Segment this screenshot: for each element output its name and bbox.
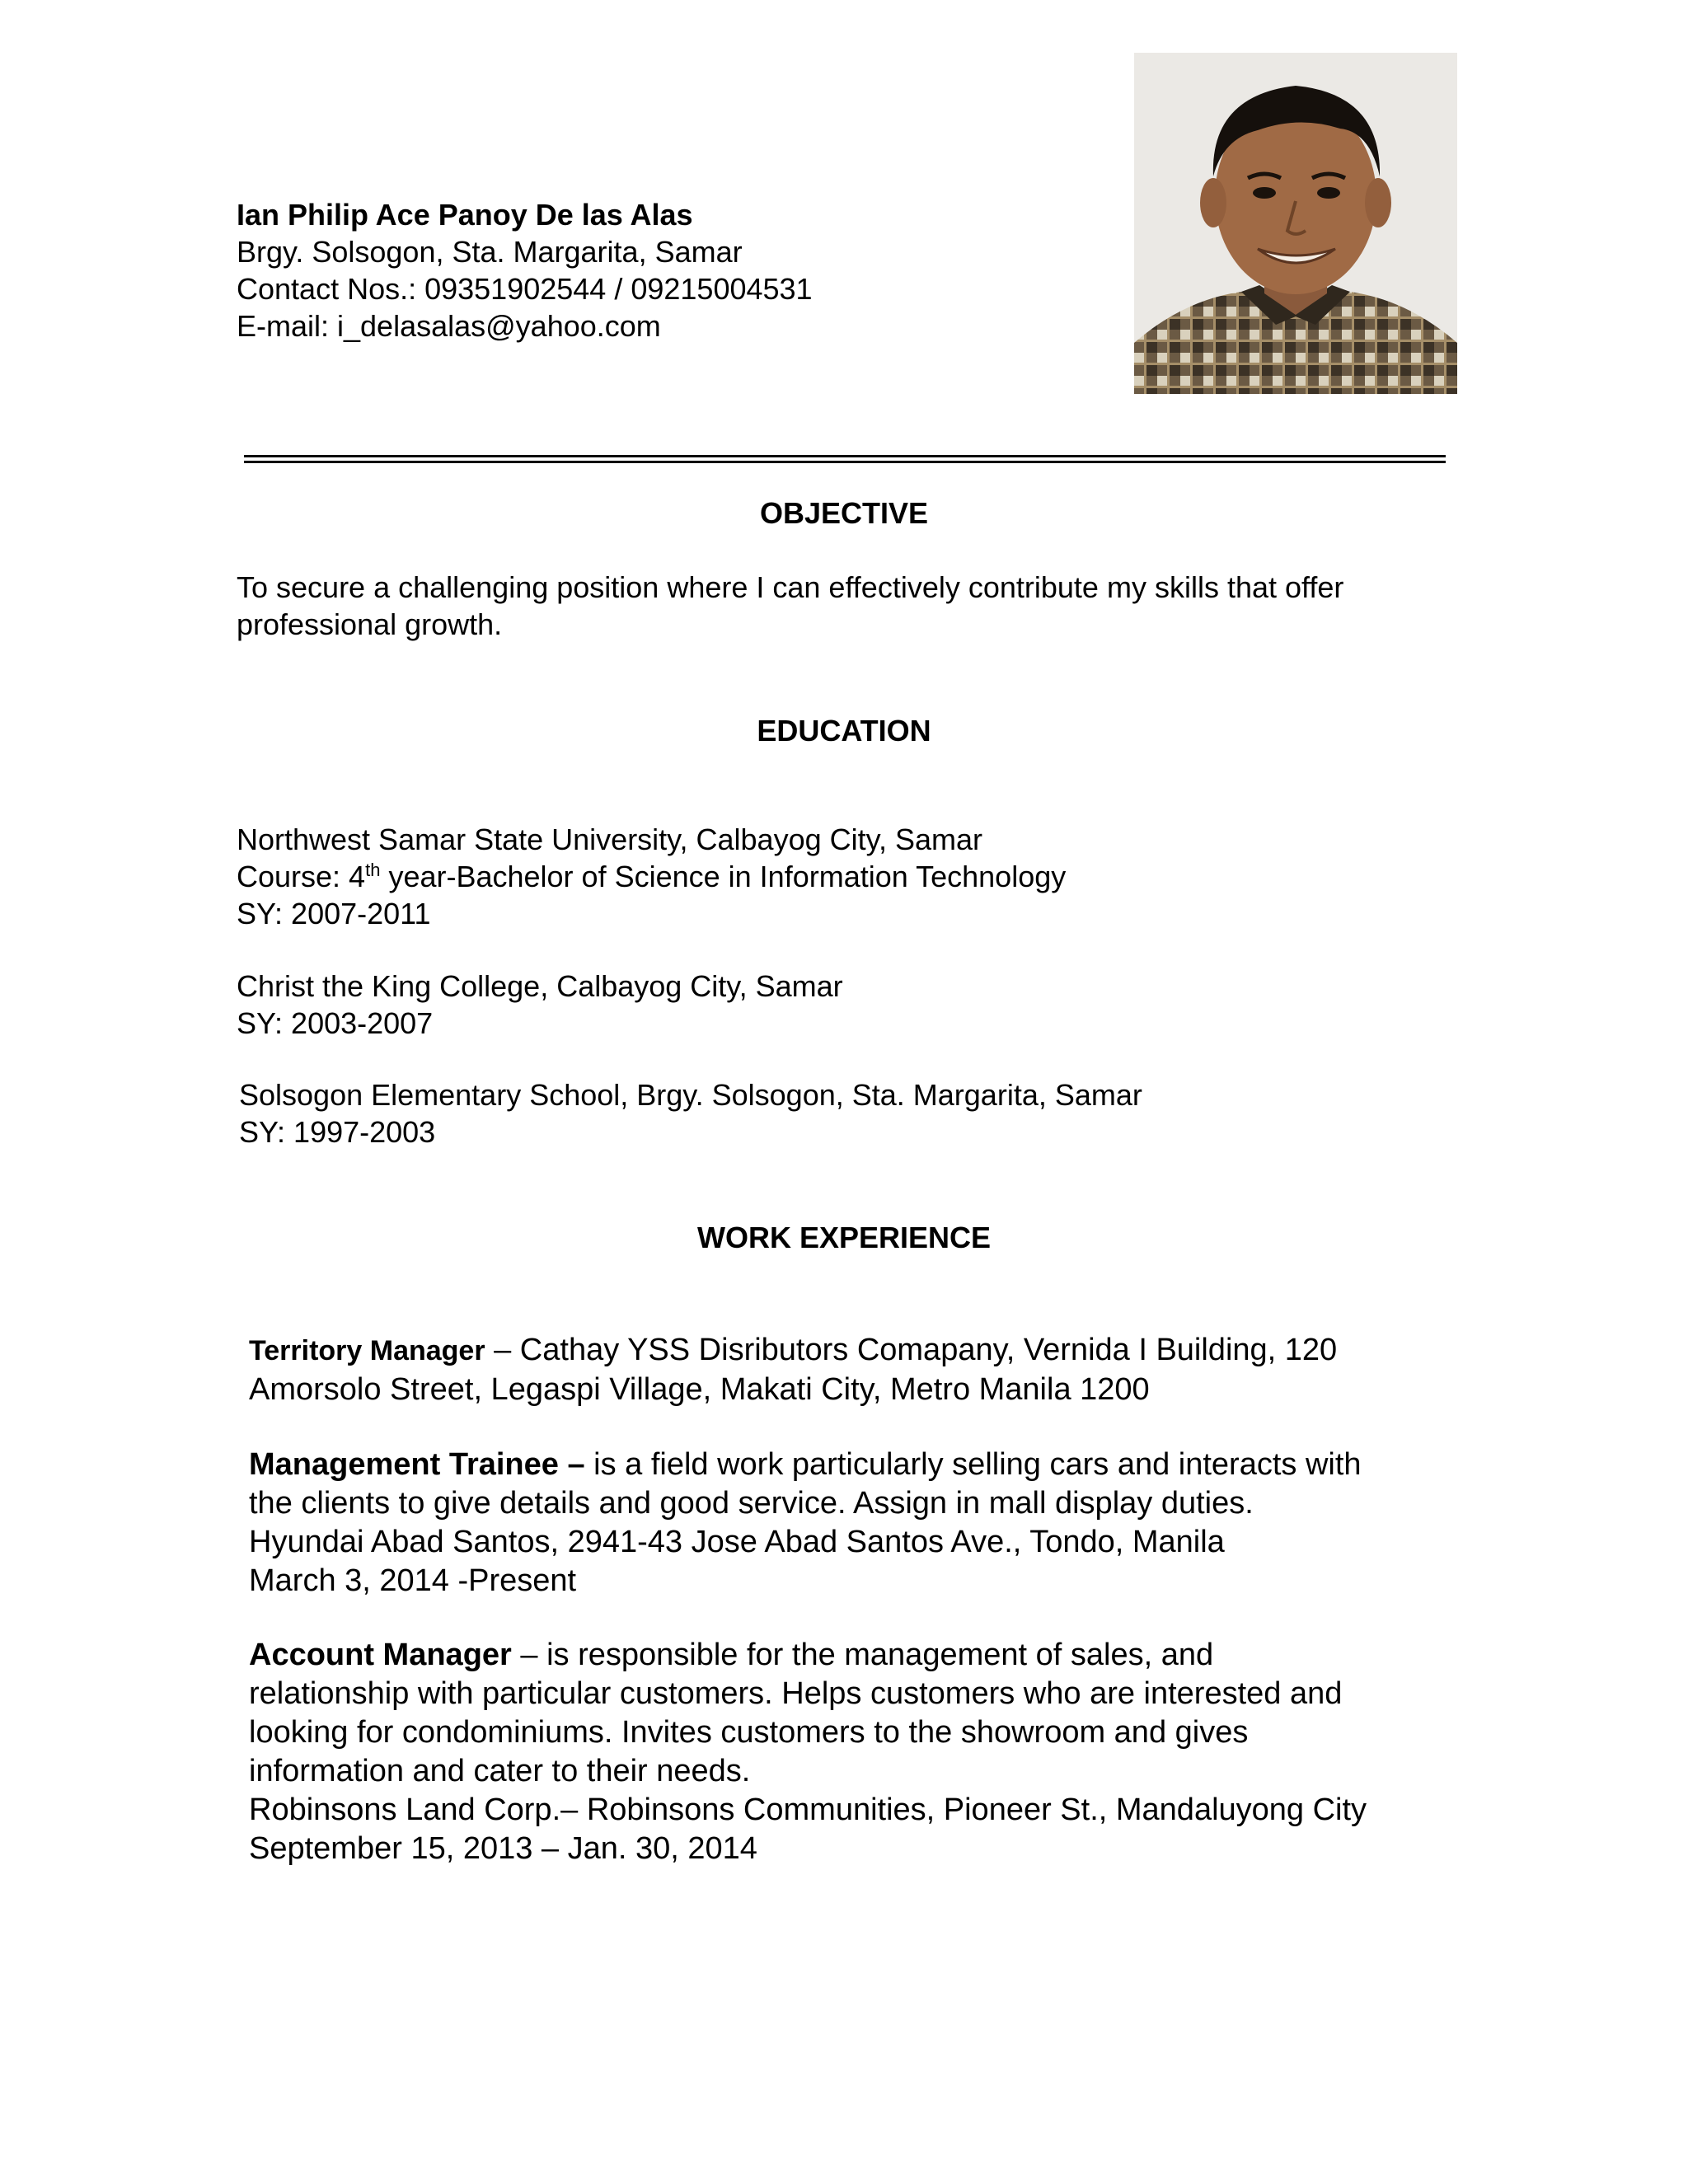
education-entry — [237, 821, 1066, 932]
education-entry — [237, 968, 843, 1042]
work-line: Amorsolo Street, Legaspi Village, Makati City, Metro Manila 1200 — [249, 1372, 1150, 1407]
work-line: relationship with particular customers. Helps customers who are interested and — [249, 1676, 1343, 1711]
work-line: information and cater to their needs. — [249, 1754, 751, 1788]
contact-numbers: Contact Nos.: 09351902544 / 09215004531 — [237, 272, 813, 306]
school-name: Christ the King College, Calbayog City, Samar — [237, 969, 843, 1003]
course-suffix: year-Bachelor of Science in Information Technology — [380, 860, 1067, 893]
work-line — [249, 1636, 1452, 1675]
header-divider — [244, 455, 1446, 463]
work-heading: WORK EXPERIENCE — [696, 1221, 992, 1254]
education-entry — [239, 1076, 1142, 1151]
work-line: looking for condominiums. Invites customers to the showroom and gives — [249, 1715, 1249, 1750]
work-dates: March 3, 2014 -Present — [249, 1563, 577, 1598]
objective-line: To secure a challenging position where I can effectively contribute my skills that offer — [237, 570, 1344, 604]
school-name: Solsogon Elementary School, Brgy. Solsogon, Sta. Margarita, Samar — [239, 1078, 1142, 1112]
education-heading: EDUCATION — [757, 714, 931, 748]
course-ordinal: th — [365, 860, 381, 880]
work-entry — [249, 1636, 1452, 1868]
work-line: the clients to give details and good service. Assign in mall display duties. — [249, 1486, 1254, 1521]
course-prefix: Course: 4 — [237, 860, 366, 893]
school-year: SY: 2003-2007 — [237, 1006, 434, 1040]
company-detail: – Cathay YSS Disributors Comapany, Vernida I Building, 120 — [485, 1333, 1338, 1367]
school-name: Northwest Samar State University, Calbayog City, Samar — [237, 823, 982, 856]
objective-heading: OBJECTIVE — [759, 496, 929, 530]
job-description: is a field work particularly selling cars and interacts with — [584, 1447, 1362, 1482]
applicant-name: Ian Philip Ace Panoy De las Alas — [237, 198, 693, 232]
school-year: SY: 1997-2003 — [239, 1115, 436, 1149]
work-entry — [249, 1331, 1452, 1409]
job-title: Account Manager — [249, 1638, 512, 1672]
address: Brgy. Solsogon, Sta. Margarita, Samar — [237, 235, 743, 269]
work-entry — [249, 1446, 1452, 1601]
job-description: – is responsible for the management of sales, and — [511, 1638, 1214, 1672]
job-title: Management Trainee – — [249, 1447, 585, 1482]
objective-text — [237, 569, 1448, 643]
work-line: Hyundai Abad Santos, 2941-43 Jose Abad Santos Ave., Tondo, Manila — [249, 1525, 1225, 1559]
work-dates: September 15, 2013 – Jan. 30, 2014 — [249, 1831, 757, 1866]
portrait-illustration — [1134, 53, 1457, 394]
work-line — [249, 1331, 1452, 1371]
work-line — [249, 1446, 1452, 1484]
contact-block — [237, 196, 1061, 344]
email: E-mail: i_delasalas@yahoo.com — [237, 309, 661, 343]
work-line: Robinsons Land Corp.– Robinsons Communities, Pioneer St., Mandaluyong City — [249, 1793, 1367, 1827]
objective-line: professional growth. — [237, 607, 503, 641]
profile-photo — [1134, 53, 1457, 394]
school-year: SY: 2007-2011 — [237, 897, 431, 930]
course-line — [237, 858, 1066, 895]
job-title: Territory Manager — [249, 1335, 485, 1366]
